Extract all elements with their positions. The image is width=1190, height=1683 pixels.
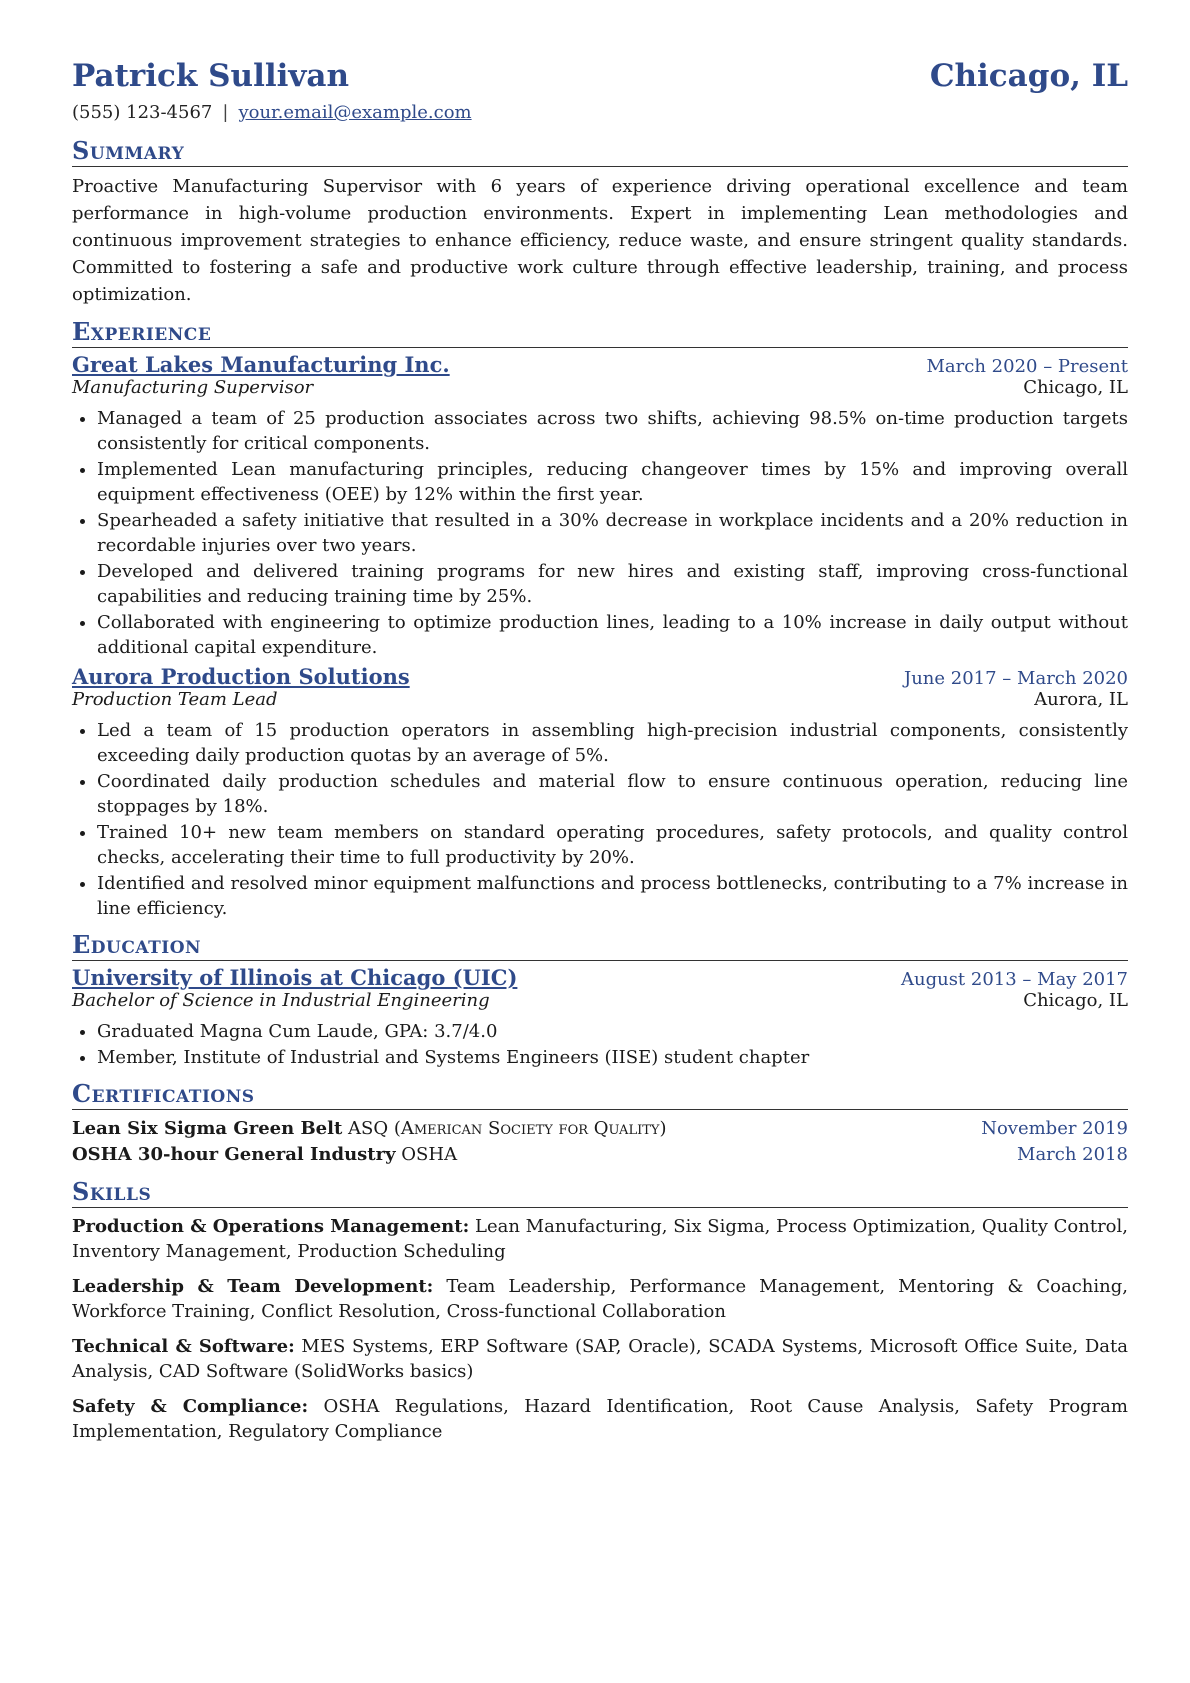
bullet-item: • Developed and delivered training programs for new hires and existing staff, improving cross-functional capabilities and reducing training time by 25%. <box>97 559 1128 609</box>
education-bullets <box>72 1019 1128 1070</box>
skill-category: Leadership & Team Development: <box>72 1276 434 1297</box>
skill-list: MES Systems, ERP Software (SAP, Oracle), SCADA Systems, Microsoft Office Suite, Data Analysis, CAD Software (SolidWorks basics) <box>72 1336 1128 1382</box>
bullet-item: • Coordinated daily production schedules and material flow to ensure continuous operation, reducing line stoppages by 18%. <box>97 769 1128 819</box>
job-dates: March 2020 – Present <box>926 356 1128 377</box>
job-location: Chicago, IL <box>1023 377 1128 398</box>
skill-list: Lean Manufacturing, Six Sigma, Process Optimization, Quality Control, Inventory Management, Production Scheduling <box>72 1216 1128 1262</box>
section-title-skills: Skills <box>72 1178 1128 1208</box>
section-title-education: Education <box>72 931 1128 961</box>
skill-category: Technical & Software: <box>72 1336 295 1357</box>
certification-name: Lean Six Sigma Green Belt <box>72 1118 343 1139</box>
certification-date: November 2019 <box>981 1118 1128 1139</box>
job-entry <box>72 352 1128 660</box>
education-dates: August 2013 – May 2017 <box>900 969 1128 990</box>
degree: Bachelor of Science in Industrial Engineering <box>72 990 490 1011</box>
certification-issuer: ASQ (American Society for Quality) <box>348 1118 667 1139</box>
skill-group <box>72 1394 1128 1444</box>
resume-page <box>72 58 1128 1454</box>
bullet-item: • Managed a team of 25 production associates across two shifts, achieving 98.5% on-time production targets consistently for critical components. <box>97 406 1128 456</box>
skill-list: Team Leadership, Performance Management, Mentoring & Coaching, Workforce Training, Conflict Resolution, Cross-functional Collaboration <box>72 1276 1128 1322</box>
bullet-item: • Graduated Magna Cum Laude, GPA: 3.7/4.0 <box>97 1019 1128 1044</box>
certification-issuer: OSHA <box>401 1144 458 1165</box>
header <box>72 58 1128 94</box>
job-bullets <box>72 406 1128 660</box>
job-title: Production Team Lead <box>72 689 278 710</box>
summary-section <box>72 137 1128 308</box>
job-dates: June 2017 – March 2020 <box>904 668 1128 689</box>
section-title-certifications: Certifications <box>72 1080 1128 1110</box>
education-entry <box>72 965 1128 1070</box>
phone-number: (555) 123-4567 <box>72 102 213 123</box>
certification-name: OSHA 30-hour General Industry <box>72 1144 396 1165</box>
education-section <box>72 931 1128 1070</box>
certifications-section <box>72 1080 1128 1168</box>
school-name[interactable]: University of Illinois at Chicago (UIC) <box>72 965 518 990</box>
job-bullets <box>72 718 1128 921</box>
bullet-item: • Implemented Lean manufacturing principles, reducing changeover times by 15% and improving overall equipment effectiveness (OEE) by 12% within the first year. <box>97 457 1128 507</box>
certification-date: March 2018 <box>1017 1144 1128 1165</box>
certification-item <box>72 1116 1128 1142</box>
section-title-summary: Summary <box>72 137 1128 167</box>
certification-item <box>72 1142 1128 1168</box>
candidate-name: Patrick Sullivan <box>72 58 350 94</box>
skill-group <box>72 1274 1128 1324</box>
bullet-item: • Collaborated with engineering to optimize production lines, leading to a 10% increase in daily output without additional capital expenditure. <box>97 610 1128 660</box>
skill-group <box>72 1334 1128 1384</box>
skill-category: Safety & Compliance: <box>72 1396 309 1417</box>
skills-section <box>72 1178 1128 1444</box>
section-title-experience: Experience <box>72 318 1128 348</box>
company-name[interactable]: Great Lakes Manufacturing Inc. <box>72 352 450 377</box>
skill-list: OSHA Regulations, Hazard Identification, Root Cause Analysis, Safety Program Implementation, Regulatory Compliance <box>72 1396 1128 1442</box>
skill-category: Production & Operations Management: <box>72 1216 470 1237</box>
contact-separator: | <box>222 102 229 123</box>
bullet-item: • Identified and resolved minor equipment malfunctions and process bottlenecks, contributing to a 7% increase in line efficiency. <box>97 871 1128 921</box>
job-entry <box>72 664 1128 921</box>
candidate-location: Chicago, IL <box>929 58 1128 94</box>
contact-line <box>72 102 1128 123</box>
bullet-item: • Spearheaded a safety initiative that resulted in a 30% decrease in workplace incidents and a 20% reduction in recordable injuries over two years. <box>97 508 1128 558</box>
bullet-item: • Member, Institute of Industrial and Systems Engineers (IISE) student chapter <box>97 1045 1128 1070</box>
bullet-item: • Trained 10+ new team members on standard operating procedures, safety protocols, and quality control checks, accelerating their time to full productivity by 20%. <box>97 820 1128 870</box>
job-title: Manufacturing Supervisor <box>72 377 314 398</box>
school-location: Chicago, IL <box>1023 990 1128 1011</box>
summary-text: Proactive Manufacturing Supervisor with 6 years of experience driving operational excellence and team performance in high-volume production environments. Expert in implementing Lean methodologies and continuous improvement strategies to enhance efficiency, reduce waste, and ensure stringent quality standards. Committed to fostering a safe and productive work culture through effective leadership, training, and process optimization. <box>72 176 1128 305</box>
skill-group <box>72 1214 1128 1264</box>
experience-section <box>72 318 1128 921</box>
email-link[interactable]: your.email@example.com <box>238 102 472 123</box>
bullet-item: • Led a team of 15 production operators in assembling high-precision industrial components, consistently exceeding daily production quotas by an average of 5%. <box>97 718 1128 768</box>
job-location: Aurora, IL <box>1034 689 1128 710</box>
company-name[interactable]: Aurora Production Solutions <box>72 664 410 689</box>
